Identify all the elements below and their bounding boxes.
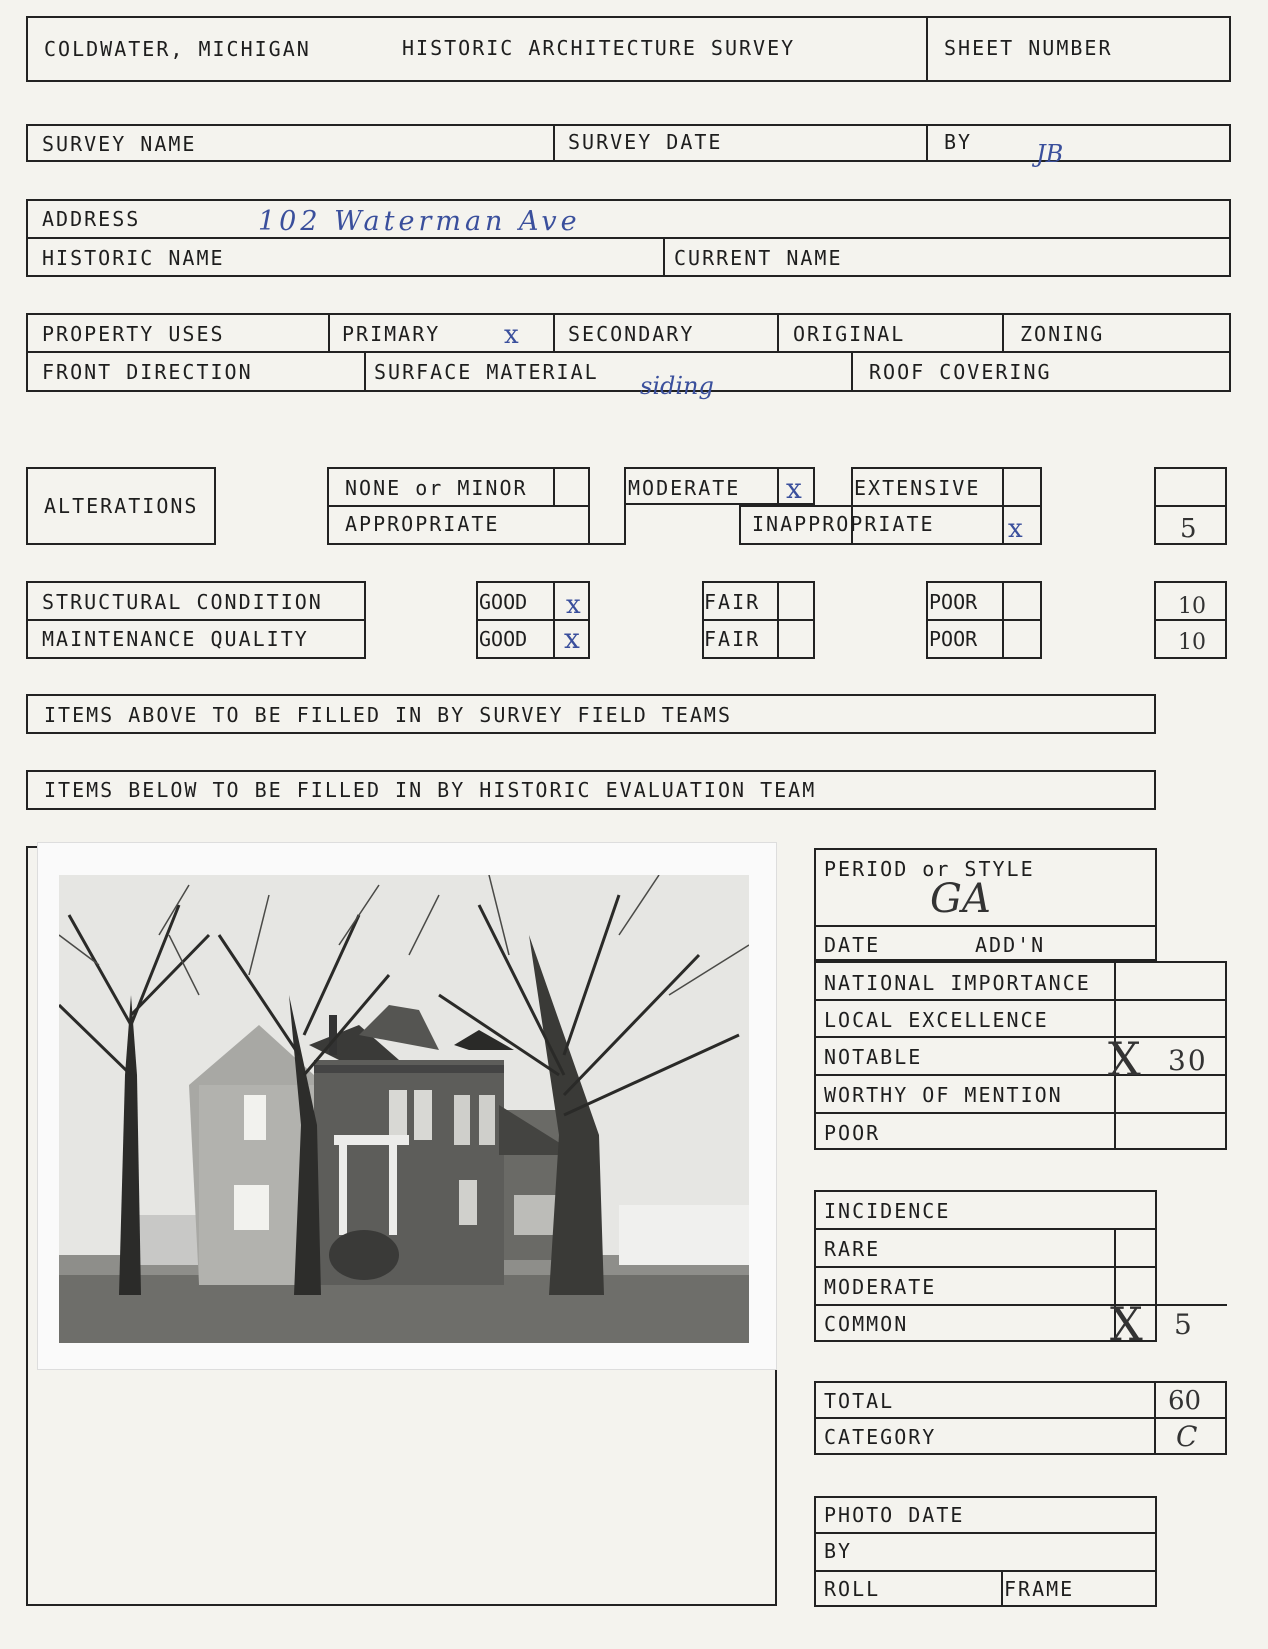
structural-score: 10 bbox=[1178, 594, 1206, 619]
historic-name-label: HISTORIC NAME bbox=[42, 246, 225, 270]
primary-label: PRIMARY bbox=[342, 322, 441, 346]
address-value: 102 Waterman Ave bbox=[258, 206, 581, 237]
maintenance-good-mark: x bbox=[564, 622, 580, 655]
property-col-3 bbox=[777, 313, 779, 351]
alterations-score-divider bbox=[1154, 505, 1227, 507]
notable-mark: X bbox=[1108, 1032, 1141, 1086]
none-minor-label: NONE or MINOR bbox=[345, 476, 528, 500]
secondary-label: SECONDARY bbox=[568, 322, 695, 346]
incidence-row-1 bbox=[814, 1228, 1157, 1230]
alterations-none-divider bbox=[327, 505, 590, 507]
common-mark: X bbox=[1110, 1297, 1143, 1351]
poor-label-1: POOR bbox=[929, 590, 978, 614]
survey-by-value: JB bbox=[1036, 140, 1064, 168]
photo-info-row-1 bbox=[814, 1532, 1157, 1534]
appropriate-label: APPROPRIATE bbox=[345, 512, 500, 536]
poor-divider bbox=[926, 619, 1042, 621]
survey-name-label: SURVEY NAME bbox=[42, 132, 197, 156]
fair-check-col bbox=[777, 581, 779, 659]
rare-label: RARE bbox=[824, 1237, 881, 1261]
category-value: C bbox=[1176, 1420, 1198, 1453]
sheet-number-label: SHEET NUMBER bbox=[944, 36, 1113, 60]
incidence-label: INCIDENCE bbox=[824, 1199, 951, 1223]
property-col-5 bbox=[364, 351, 366, 392]
totals-col bbox=[1154, 1381, 1156, 1455]
importance-row-2 bbox=[814, 1036, 1227, 1038]
alterations-appropriate-extend bbox=[590, 543, 625, 545]
good-label-1: GOOD bbox=[479, 590, 528, 614]
roll-label: ROLL bbox=[824, 1577, 881, 1601]
common-score: 5 bbox=[1174, 1308, 1192, 1341]
front-direction-label: FRONT DIRECTION bbox=[42, 360, 253, 384]
address-label: ADDRESS bbox=[42, 207, 141, 231]
property-col-1 bbox=[328, 313, 330, 351]
structural-good-mark: x bbox=[566, 590, 581, 620]
photo-info-row-2 bbox=[814, 1570, 1157, 1572]
fair-label-2: FAIR bbox=[704, 627, 761, 651]
property-uses-label: PROPERTY USES bbox=[42, 322, 225, 346]
importance-row-1 bbox=[814, 999, 1227, 1001]
condition-score-divider bbox=[1154, 619, 1227, 621]
incidence-row-2 bbox=[814, 1266, 1157, 1268]
header-city: COLDWATER, MICHIGAN bbox=[44, 37, 311, 61]
incidence-row-3 bbox=[814, 1304, 1227, 1306]
period-value: GA bbox=[930, 876, 991, 922]
moderate-mark: x bbox=[786, 472, 802, 505]
moderate-label: MODERATE bbox=[628, 476, 741, 500]
good-check-col bbox=[553, 581, 555, 659]
poor-label-2: POOR bbox=[929, 627, 978, 651]
structural-condition-label: STRUCTURAL CONDITION bbox=[42, 590, 323, 614]
fair-divider bbox=[702, 619, 815, 621]
alterations-none-check bbox=[553, 467, 555, 505]
frame-label: FRAME bbox=[1004, 1577, 1075, 1601]
total-value: 60 bbox=[1168, 1386, 1202, 1416]
zoning-label: ZONING bbox=[1020, 322, 1105, 346]
survey-divider-2 bbox=[926, 124, 928, 162]
poor-rating-label: POOR bbox=[824, 1121, 881, 1145]
maintenance-score: 10 bbox=[1178, 630, 1206, 655]
national-importance-label: NATIONAL IMPORTANCE bbox=[824, 971, 1091, 995]
house-photo bbox=[59, 875, 749, 1343]
house-photo-illustration bbox=[59, 875, 749, 1343]
address-divider bbox=[26, 237, 1231, 239]
inappropriate-label: INAPPROPRIATE bbox=[752, 512, 935, 536]
survey-by-label: BY bbox=[944, 130, 973, 154]
worthy-of-mention-label: WORTHY OF MENTION bbox=[824, 1083, 1063, 1107]
notable-score: 30 bbox=[1168, 1044, 1208, 1077]
local-excellence-label: LOCAL EXCELLENCE bbox=[824, 1008, 1049, 1032]
condition-label-divider bbox=[26, 619, 366, 621]
extensive-label: EXTENSIVE bbox=[854, 476, 981, 500]
common-label: COMMON bbox=[824, 1312, 909, 1336]
survey-divider-1 bbox=[553, 124, 555, 162]
header-divider bbox=[926, 16, 928, 82]
fair-label-1: FAIR bbox=[704, 590, 761, 614]
note-above: ITEMS ABOVE TO BE FILLED IN BY SURVEY FIELD TEAMS bbox=[44, 703, 733, 727]
category-label: CATEGORY bbox=[824, 1425, 937, 1449]
period-divider bbox=[814, 925, 1157, 927]
addn-label: ADD'N bbox=[975, 933, 1046, 957]
incidence-moderate-label: MODERATE bbox=[824, 1275, 937, 1299]
inappropriate-mark: x bbox=[1008, 514, 1023, 544]
importance-row-4 bbox=[814, 1112, 1227, 1114]
original-label: ORIGINAL bbox=[793, 322, 906, 346]
property-col-2 bbox=[553, 313, 555, 351]
property-col-4 bbox=[1002, 313, 1004, 351]
current-name-label: CURRENT NAME bbox=[674, 246, 843, 270]
property-col-6 bbox=[851, 351, 853, 392]
alterations-appropriate-end bbox=[624, 505, 626, 545]
photo-by-label: BY bbox=[824, 1539, 853, 1563]
surface-material-value: siding bbox=[640, 372, 714, 400]
surface-material-label: SURFACE MATERIAL bbox=[374, 360, 599, 384]
poor-check-col bbox=[1002, 581, 1004, 659]
names-divider bbox=[663, 237, 665, 277]
alterations-score: 5 bbox=[1180, 514, 1197, 544]
survey-date-label: SURVEY DATE bbox=[568, 130, 723, 154]
alterations-label: ALTERATIONS bbox=[44, 494, 199, 518]
primary-mark: x bbox=[504, 320, 519, 350]
good-label-2: GOOD bbox=[479, 627, 528, 651]
importance-row-3 bbox=[814, 1074, 1227, 1076]
alterations-moderate-check bbox=[777, 467, 779, 505]
photo-frame-col bbox=[1001, 1570, 1003, 1607]
maintenance-quality-label: MAINTENANCE QUALITY bbox=[42, 627, 309, 651]
total-label: TOTAL bbox=[824, 1389, 895, 1413]
header-title: HISTORIC ARCHITECTURE SURVEY bbox=[402, 36, 796, 60]
period-label: PERIOD or STYLE bbox=[824, 857, 1035, 881]
date-label: DATE bbox=[824, 933, 881, 957]
note-below: ITEMS BELOW TO BE FILLED IN BY HISTORIC EVALUATION TEAM bbox=[44, 778, 817, 802]
roof-covering-label: ROOF COVERING bbox=[869, 360, 1052, 384]
property-divider bbox=[26, 351, 1231, 353]
photo-date-label: PHOTO DATE bbox=[824, 1503, 965, 1527]
totals-divider bbox=[814, 1417, 1227, 1419]
notable-label: NOTABLE bbox=[824, 1045, 923, 1069]
